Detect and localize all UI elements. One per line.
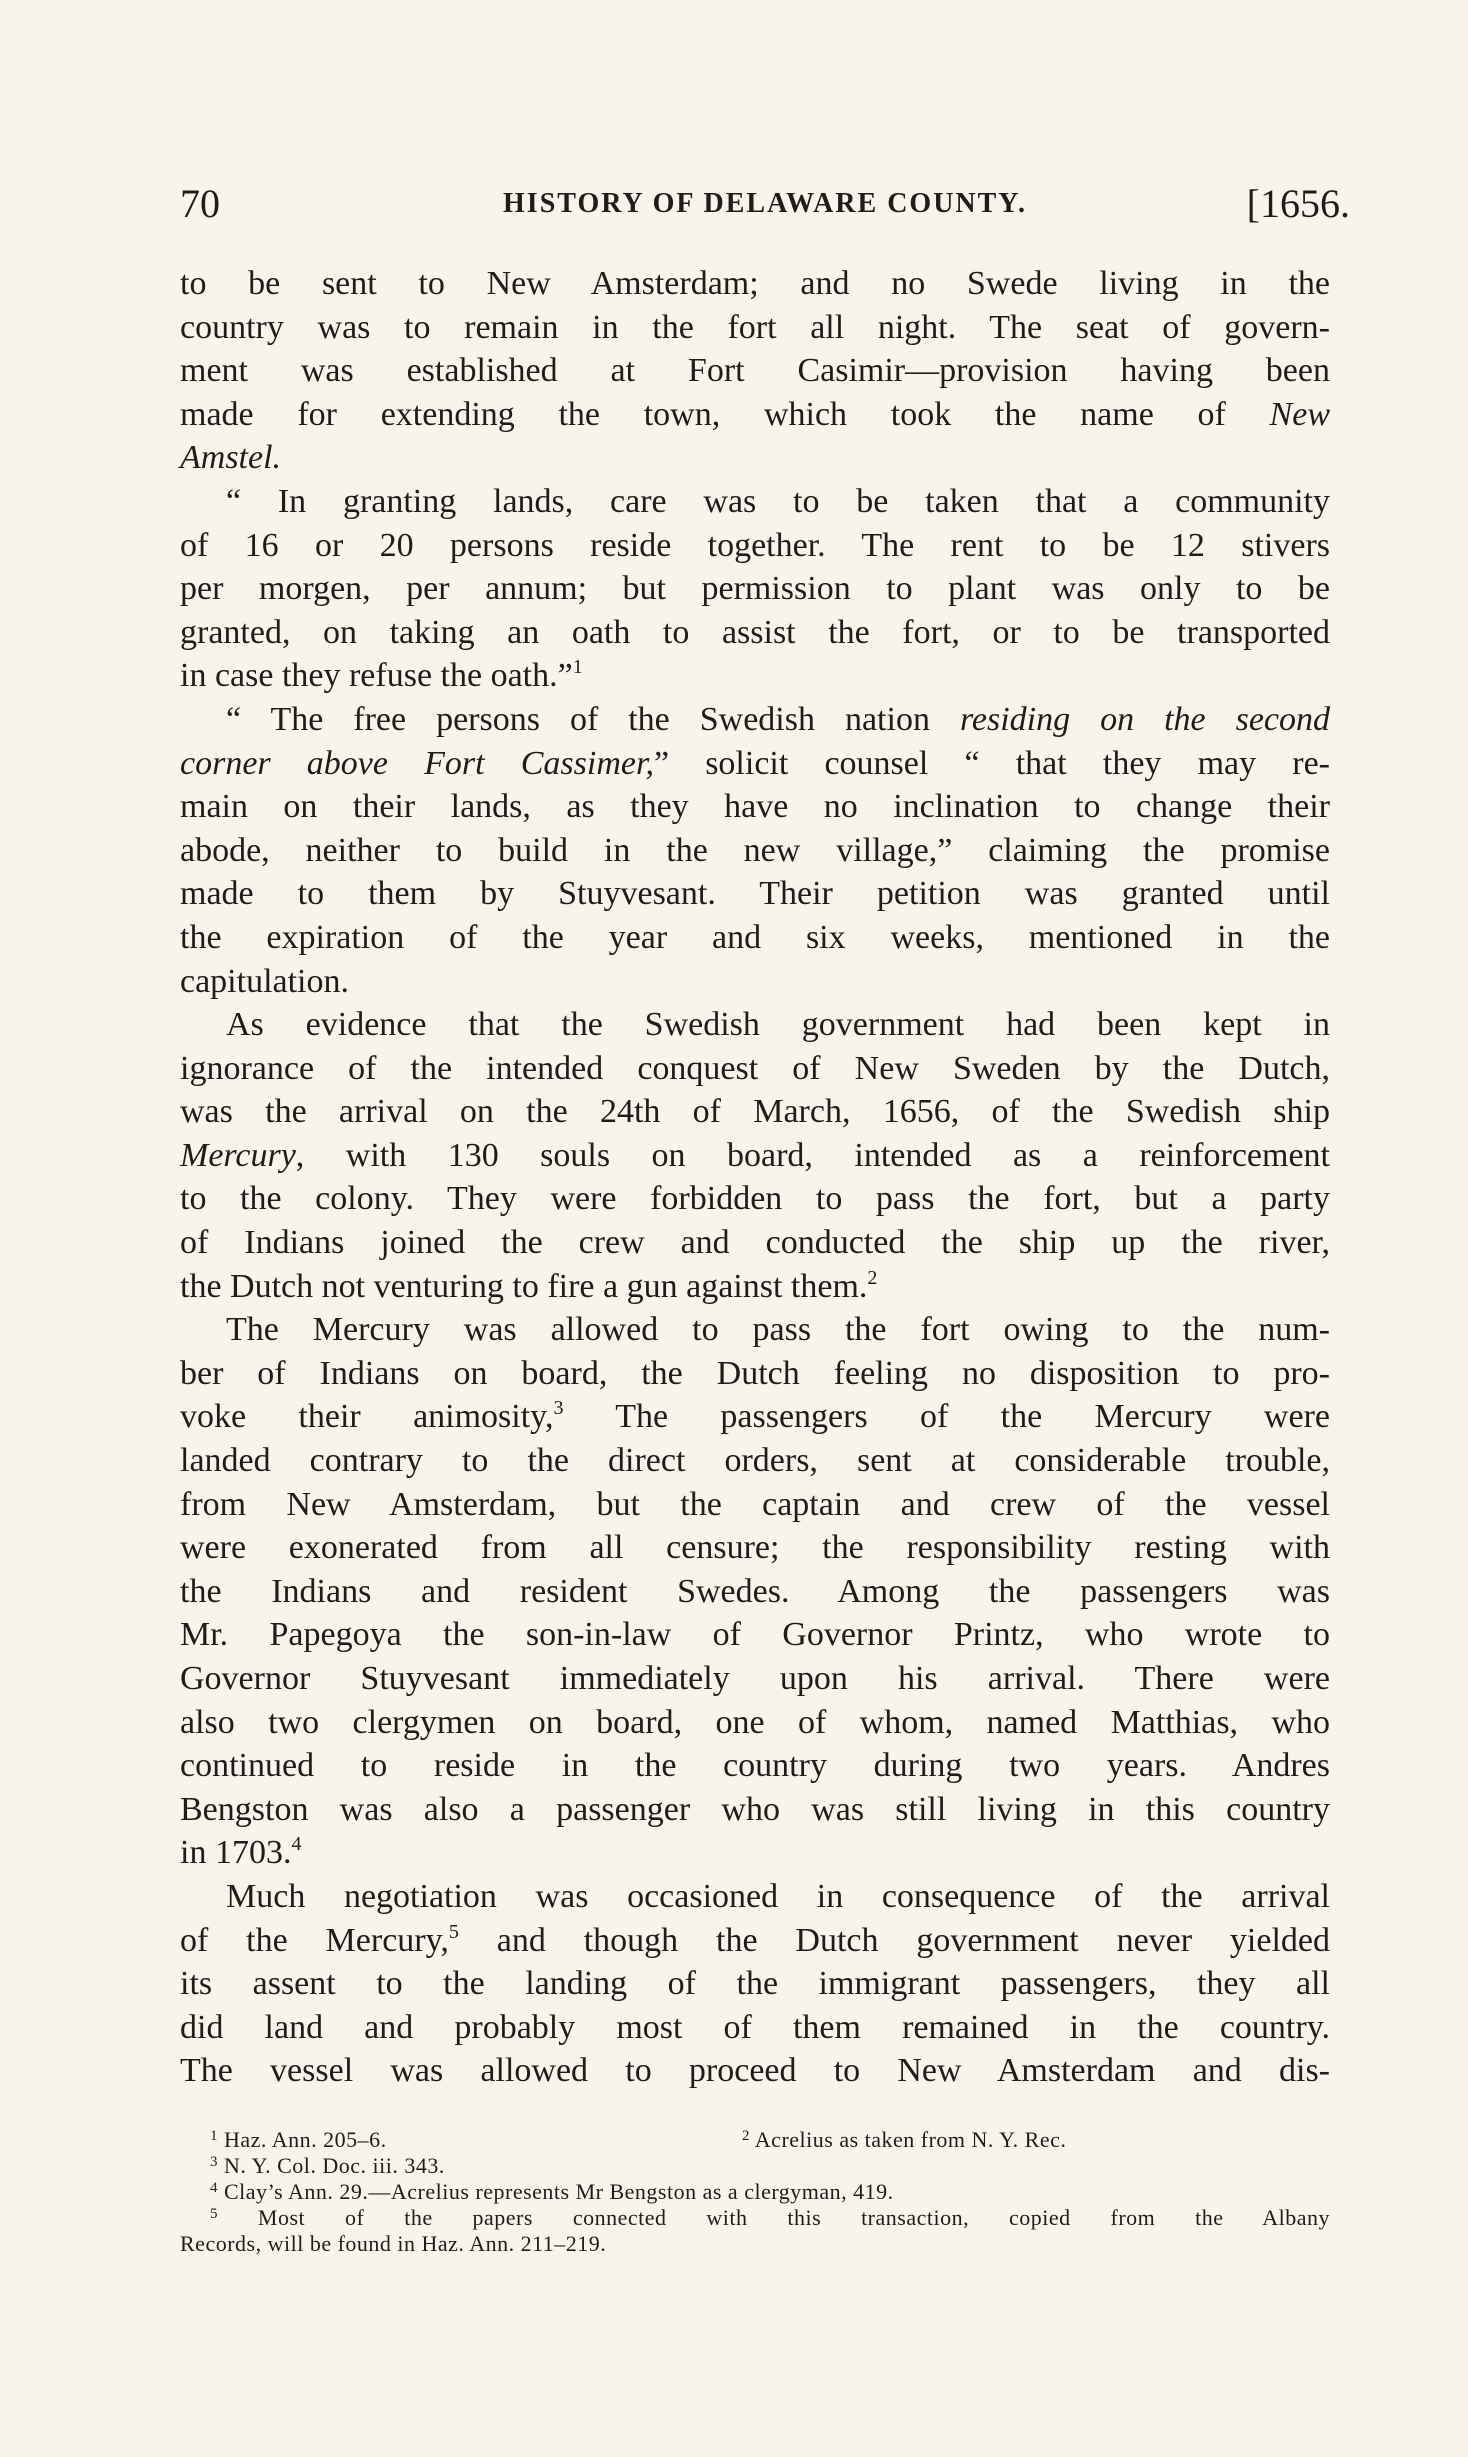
- text-line: country was to remain in the fort all night. The seat of govern-: [180, 308, 1330, 346]
- text-line: the expiration of the year and six weeks, mentioned in the: [180, 918, 1330, 956]
- text-line: were exonerated from all censure; the responsibility resting with: [180, 1529, 1330, 1567]
- footnote-ref: 3: [553, 1397, 564, 1420]
- text-line: of 16 or 20 persons reside together. The rent to be 12 stivers: [180, 526, 1330, 564]
- text-line: The Mercury was allowed to pass the fort owing to the num-: [226, 1311, 1330, 1349]
- page-number: 70: [180, 181, 220, 226]
- text-line: also two clergymen on board, one of whom, named Matthias, who: [180, 1703, 1330, 1741]
- text-line: ignorance of the intended conquest of New Sweden by the Dutch,: [180, 1049, 1330, 1087]
- text-line: the Indians and resident Swedes. Among the passengers was: [180, 1572, 1330, 1610]
- text-line: ber of Indians on board, the Dutch feeling no disposition to pro-: [180, 1354, 1330, 1392]
- footnote-4: $^4$ Clay’s Ann. 29.—Acrelius represents Mr Bengston as a clergyman, 419.: [210, 2179, 894, 2204]
- text-line: landed contrary to the direct orders, sent at considerable trouble,: [180, 1442, 1330, 1480]
- text-line: [180, 436, 1330, 480]
- footnote-1: $^1$ Haz. Ann. 205–6.: [210, 2127, 387, 2152]
- text-line: per morgen, per annum; but permission to plant was only to be: [180, 570, 1330, 608]
- text-line: voke their animosity,$^3$ The passengers of the Mercury were: [180, 1397, 1330, 1436]
- text-line: to be sent to New Amsterdam; and no Swede living in the: [180, 265, 1330, 302]
- text-line: corner above Fort Cassimer,” solicit counsel “ that they may re-: [180, 744, 1330, 782]
- text-line: Governor Stuyvesant immediately upon his arrival. There were: [180, 1660, 1330, 1697]
- footnote-2: $^2$ Acrelius as taken from N. Y. Rec.: [742, 2127, 1067, 2152]
- footnote-ref: 4: [291, 1833, 302, 1856]
- text-line: to the colony. They were forbidden to pass the fort, but a party: [180, 1180, 1330, 1218]
- text-line: capitulation.: [180, 962, 350, 1000]
- text-line: from New Amsterdam, but the captain and crew of the vessel: [180, 1485, 1330, 1523]
- footnote-ref: 5: [448, 1920, 459, 1943]
- footnote-5-continued: Records, will be found in Haz. Ann. 211–219.: [180, 2231, 607, 2256]
- footnote-ref: 1: [572, 656, 583, 679]
- year-marker: [1656.: [1246, 181, 1350, 226]
- text-line: in 1703.$^4$: [180, 1833, 302, 1872]
- text-line: ment was established at Fort Casimir—provision having been: [180, 352, 1330, 390]
- text-line: Bengston was also a passenger who was still living in this country: [180, 1790, 1330, 1828]
- text-line: “ The free persons of the Swedish nation residing on the second: [226, 700, 1330, 738]
- running-title: HISTORY OF DELAWARE COUNTY.: [503, 188, 1027, 219]
- text-line: was the arrival on the 24th of March, 1656, of the Swedish ship: [180, 1093, 1330, 1131]
- italic-place-name: Amstel.: [180, 439, 282, 477]
- text-line: Much negotiation was occasioned in consequence of the arrival: [226, 1877, 1330, 1915]
- text-line: did land and probably most of them remained in the country.: [180, 2008, 1330, 2046]
- italic-ship-name: Mercury: [180, 1136, 296, 1174]
- text-line: made for extending the town, which took the name of New: [180, 395, 1330, 433]
- text-line: abode, neither to build in the new village,” claiming the promise: [180, 831, 1330, 869]
- text-line: in case they refuse the oath.”$^1$: [180, 656, 583, 695]
- footnotes: [180, 2127, 1330, 2257]
- body-text: [180, 262, 1330, 2093]
- text-line: of the Mercury,$^5$ and though the Dutch government never yielded: [180, 1920, 1331, 1959]
- text-line: As evidence that the Swedish government had been kept in: [226, 1006, 1330, 1044]
- text-line: Mercury, with 130 souls on board, intended as a reinforcement: [180, 1136, 1330, 1174]
- italic-place-name: New: [1269, 395, 1330, 433]
- text-line: made to them by Stuyvesant. Their petition was granted until: [180, 875, 1330, 913]
- text-line: of Indians joined the crew and conducted the ship up the river,: [180, 1224, 1330, 1262]
- text-line: continued to reside in the country during two years. Andres: [180, 1747, 1330, 1785]
- text-line: granted, on taking an oath to assist the fort, or to be transported: [180, 613, 1330, 651]
- footnote-ref: 2: [867, 1266, 878, 1289]
- footnote-row: [180, 2127, 1330, 2153]
- running-head: [180, 180, 1350, 230]
- text-line: “ In granting lands, care was to be taken that a community: [226, 482, 1330, 520]
- text-line: The vessel was allowed to proceed to New Amsterdam and dis-: [180, 2052, 1330, 2090]
- footnote-3: $^3$ N. Y. Col. Doc. iii. 343.: [210, 2153, 445, 2178]
- text-line: main on their lands, as they have no inclination to change their: [180, 788, 1330, 826]
- text-line: the Dutch not venturing to fire a gun against them.$^2$: [180, 1266, 878, 1305]
- text-line: Mr. Papegoya the son-in-law of Governor Printz, who wrote to: [180, 1616, 1330, 1654]
- text-line: its assent to the landing of the immigrant passengers, they all: [180, 1965, 1330, 2003]
- footnote-5: $^5$ Most of the papers connected with this transaction, copied from the Albany: [210, 2205, 1330, 2230]
